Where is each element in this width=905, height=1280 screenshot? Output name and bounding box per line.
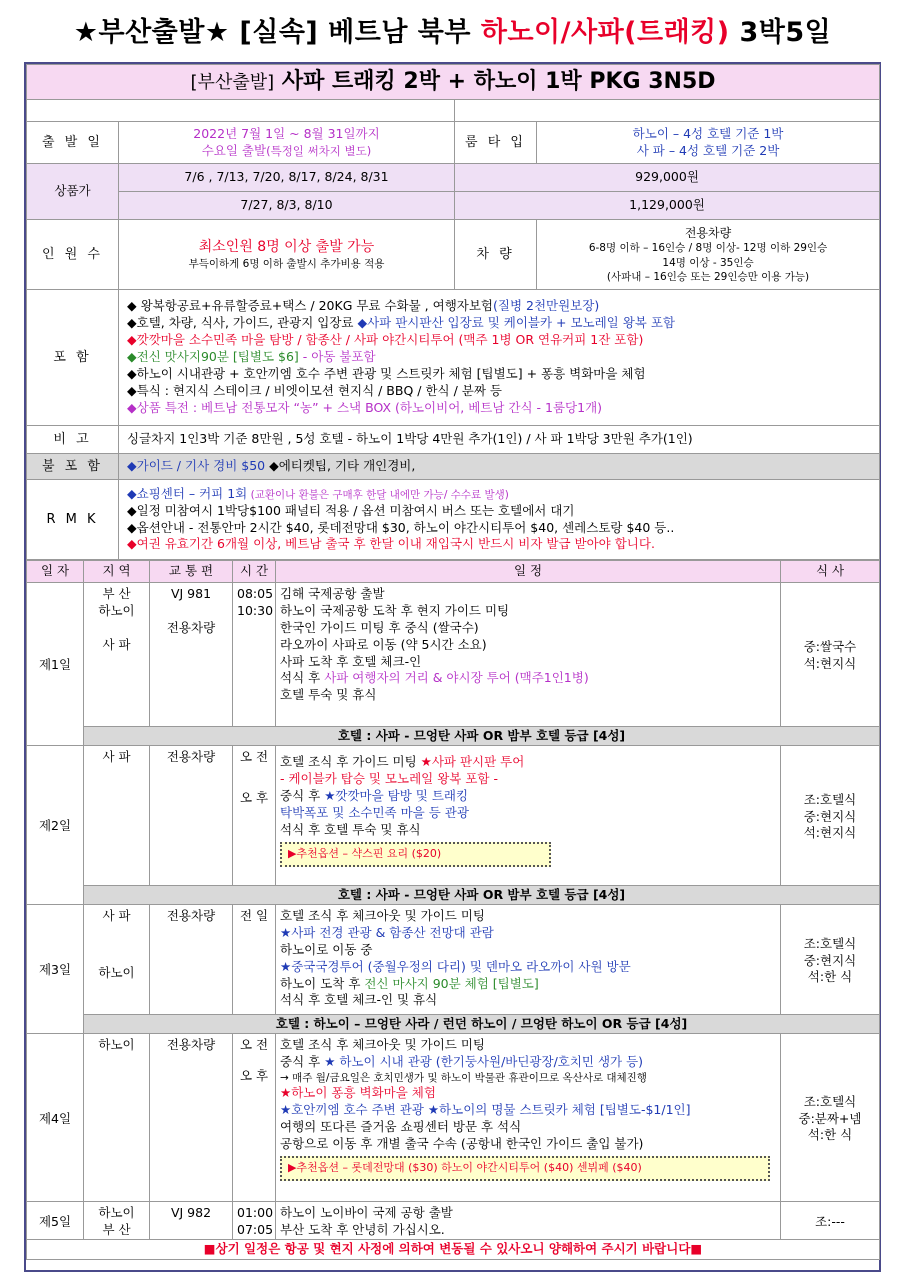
day-2-time: 오 전 오 후 — [233, 746, 276, 886]
day-2-hotel: 호텔 : 사파 - 므엉탄 사파 OR 밤부 호텔 등급 [4성] — [84, 886, 880, 905]
col-meal: 식 사 — [781, 561, 880, 583]
day-3-meals: 조:호텔식 중:현지식 석:한 식 — [781, 905, 880, 1015]
exclude-label: 불 포 함 — [27, 454, 119, 480]
rmk-label: R M K — [27, 480, 119, 560]
day-3-row — [27, 905, 880, 1015]
people-label: 인 원 수 — [27, 220, 119, 290]
price-dates-2: 7/27, 8/3, 8/10 — [119, 192, 455, 220]
day-5-meals: 조:--- — [781, 1202, 880, 1240]
include-list: ◆ 왕복항공료+유류할증료+택스 / 20KG 무료 수화물 , 여행자보험(질병 2천만원보장) ◆호텔, 차량, 식사, 가이드, 관광지 입장료 ◆사파 판시판산 입장료 및 케이블카 + 모노레일 왕복 포함 ◆깟깟마을 소수민족 마을 탐방 / 함종산 / 사파 야간시티투어 (맥주 1병 OR 연유커피 1잔 포함) ◆전신 맛사지90분 [팁별도 $6] - 아동 불포함 ◆하노이 시내관광 + 호안끼엠 호수 주변 관광 및 스트릿카 체험 [팁별도] + 퐁흥 벽화마을 체험 ◆특식 : 현지식 스테이크 / 비엣이모션 현지식 / BBQ / 한식 / 분짜 등 ◆상품 특전 : 베트남 전통모자 “농” + 스낵 BOX (하노이비어, 베트남 간식 - 1룸당1개) — [119, 290, 880, 426]
remark-value: 싱글차지 1인3박 기준 8만원 , 5성 호텔 - 하노이 1박당 4만원 추가(1인) / 사 파 1박당 3만원 추가(1인) — [119, 426, 880, 454]
col-day: 일 자 — [27, 561, 84, 583]
day-2-label: 제2일 — [27, 746, 84, 905]
day-4-meals: 조:호텔식 중:분짜+넴 석:한 식 — [781, 1034, 880, 1202]
title-duration: 3박5일 — [729, 17, 832, 48]
package-name: 사파 트래킹 2박 + 하노이 1박 PKG 3N5D — [281, 69, 716, 95]
room-value: 하노이 – 4성 호텔 기준 1박 사 파 – 4성 호텔 기준 2박 — [537, 122, 880, 164]
day-4-region: 하노이 — [84, 1034, 150, 1202]
day-3-hotel-row — [27, 1015, 880, 1034]
day-5-row — [27, 1202, 880, 1240]
package-title-row — [27, 65, 880, 100]
exclude-row — [27, 454, 880, 480]
day-4-label: 제4일 — [27, 1034, 84, 1202]
remark-row — [27, 426, 880, 454]
day-3-hotel: 호텔 : 하노이 – 므엉탄 사라 / 런던 하노이 / 므엉탄 하노이 OR 등급 [4성] — [84, 1015, 880, 1034]
day-2-row — [27, 746, 880, 886]
departure-value: 2022년 7월 1일 ~ 8월 31일까지 수요일 출발(특정일 써차지 별도) — [119, 122, 455, 164]
day-4-itinerary: 호텔 조식 후 체크아웃 및 가이드 미팅 중식 후 ★ 하노이 시내 관광 (한기둥사원/바딘광장/호치민 생가 등) → 매주 월/금요일은 호치민생가 및 하노이 박물관 휴관이므로 옥산사로 대체진행 ★하노이 퐁흥 벽화마을 체험 ★호안끼엠 호수 주변 관광 ★하노이의 명물 스트릿카 체험 [팁별도-$1/1인] 여행의 또다른 즐거움 쇼핑센터 방문 후 석식 공항으로 이동 후 개별 출국 수속 (공항내 한국인 가이드 출입 불가) ▶추천옵션 – 롯데전망대 ($30) 하노이 야간시티투어 ($40) 센뷔페 ($40) — [276, 1034, 781, 1202]
rmk-row — [27, 480, 880, 560]
day-1-hotel-row — [27, 727, 880, 746]
rmk-list: ◆쇼핑센터 – 커피 1회 (교환이나 환불은 구매후 한달 내에만 가능/ 수수료 발생) ◆일정 미참여시 1박당$100 패널티 적용 / 옵션 미참여시 버스 또는 호텔에서 대기 ◆옵션안내 - 전통안마 2시간 $40, 롯데전망대 $30, 하노이 야간시티투어 $40, 센레스토랑 $40 등.. ◆여권 유효기간 6개월 이상, 베트남 출국 후 한달 이내 재입국시 반드시 비자 발급 받아야 합니다. — [119, 480, 880, 560]
day-1-hotel: 호텔 : 사파 - 므엉탄 사파 OR 밤부 호텔 등급 [4성] — [84, 727, 880, 746]
departure-label: 출 발 일 — [27, 122, 119, 164]
departure-row — [27, 122, 880, 164]
vehicle-value: 전용차량 6-8명 이하 – 16인승 / 8명 이상- 12명 이하 29인승 14명 이상 - 35인승 (사파내 – 16인승 또는 29인승만 이용 가능) — [537, 220, 880, 290]
price-dates-1: 7/6 , 7/13, 7/20, 8/17, 8/24, 8/31 — [119, 164, 455, 192]
room-label: 룸 타 입 — [455, 122, 537, 164]
day-4-transport: 전용차량 — [150, 1034, 233, 1202]
day-2-transport: 전용차량 — [150, 746, 233, 886]
day-2-region: 사 파 — [84, 746, 150, 886]
title-destination: 하노이/사파(트래킹) — [480, 17, 730, 48]
day-1-time: 08:05 10:30 — [233, 583, 276, 727]
price-label: 상품가 — [27, 164, 119, 220]
footer-note: ■상기 일정은 항공 및 현지 사정에 의하여 변동될 수 있사오니 양해하여 주시기 바랍니다■ — [27, 1240, 880, 1260]
day-2-hotel-row — [27, 886, 880, 905]
day-2-meals: 조:호텔식 중:현지식 석:현지식 — [781, 746, 880, 886]
day-4-time: 오 전 오 후 — [233, 1034, 276, 1202]
day-1-label: 제1일 — [27, 583, 84, 746]
day-1-meals: 중:쌀국수 석:현지식 — [781, 583, 880, 727]
page-title — [0, 10, 905, 49]
footer-row — [27, 1240, 880, 1260]
include-row — [27, 290, 880, 426]
people-value: 최소인원 8명 이상 출발 가능 부득이하게 6명 이하 출발시 추가비용 적용 — [119, 220, 455, 290]
price-value-2: 1,129,000원 — [455, 192, 880, 220]
col-transport: 교 통 편 — [150, 561, 233, 583]
day-3-transport: 전용차량 — [150, 905, 233, 1015]
people-row — [27, 220, 880, 290]
day-5-transport: VJ 982 — [150, 1202, 233, 1240]
exclude-value: ◆가이드 / 기사 경비 $50 ◆에티켓팁, 기타 개인경비, — [119, 454, 880, 480]
include-label: 포 함 — [27, 290, 119, 426]
day-1-transport: VJ 981 전용차량 — [150, 583, 233, 727]
day-5-region: 하노이 부 산 — [84, 1202, 150, 1240]
day-4-row — [27, 1034, 880, 1202]
day-2-option-box: ▶추천옵션 – 샥스핀 요리 ($20) — [280, 842, 551, 867]
schedule-table — [26, 560, 880, 1260]
col-region: 지 역 — [84, 561, 150, 583]
day-1-region: 부 산 하노이 사 파 — [84, 583, 150, 727]
package-title — [27, 65, 880, 100]
spacer-row — [27, 100, 880, 122]
day-1-itinerary: 김해 국제공항 출발 하노이 국제공항 도착 후 현지 가이드 미팅 한국인 가이드 미팅 후 중식 (쌀국수) 라오까이 사파로 이동 (약 5시간 소요) 사파 도착 후 호텔 체크-인 석식 후 사파 여행자의 거리 & 야시장 투어 (맥주1인1병) 호텔 투숙 및 휴식 — [276, 583, 781, 727]
day-1-row — [27, 583, 880, 727]
package-prefix: [부산출발] — [190, 72, 275, 94]
col-itinerary: 일 정 — [276, 561, 781, 583]
title-part1: ★부산출발★ [실속] 베트남 북부 — [73, 17, 481, 48]
vehicle-label: 차 량 — [455, 220, 537, 290]
day-3-time: 전 일 — [233, 905, 276, 1015]
day-3-region: 사 파 하노이 — [84, 905, 150, 1015]
price-value-1: 929,000원 — [455, 164, 880, 192]
day-2-itinerary: 호텔 조식 후 가이드 미팅 ★사파 판시판 투어 - 케이블카 탑승 및 모노레일 왕복 포함 - 중식 후 ★깟깟마을 탐방 및 트래킹 탁박폭포 및 소수민족 마을 등 관광 석식 후 호텔 투숙 및 휴식 ▶추천옵션 – 샥스핀 요리 ($20) — [276, 746, 781, 886]
day-4-option-box: ▶추천옵션 – 롯데전망대 ($30) 하노이 야간시티투어 ($40) 센뷔페 ($40) — [280, 1156, 770, 1181]
day-3-itinerary: 호텔 조식 후 체크아웃 및 가이드 미팅 ★사파 전경 관광 & 함종산 전망대 관람 하노이로 이동 중 ★중국국경투어 (중월우정의 다리) 및 덴마오 라오까이 사원 방문 하노이 도착 후 전신 마사지 90분 체험 [팁별도] 석식 후 호텔 체크-인 및 휴식 — [276, 905, 781, 1015]
price-row-1 — [27, 164, 880, 192]
day-5-itinerary: 하노이 노이바이 국제 공항 출발 부산 도착 후 안녕히 가십시오. — [276, 1202, 781, 1240]
info-table — [26, 64, 880, 560]
col-time: 시 간 — [233, 561, 276, 583]
price-row-2 — [27, 192, 880, 220]
itinerary-sheet — [24, 62, 881, 1272]
remark-label: 비 고 — [27, 426, 119, 454]
schedule-header — [27, 561, 880, 583]
day-5-time: 01:00 07:05 — [233, 1202, 276, 1240]
day-3-label: 제3일 — [27, 905, 84, 1034]
day-5-label: 제5일 — [27, 1202, 84, 1240]
